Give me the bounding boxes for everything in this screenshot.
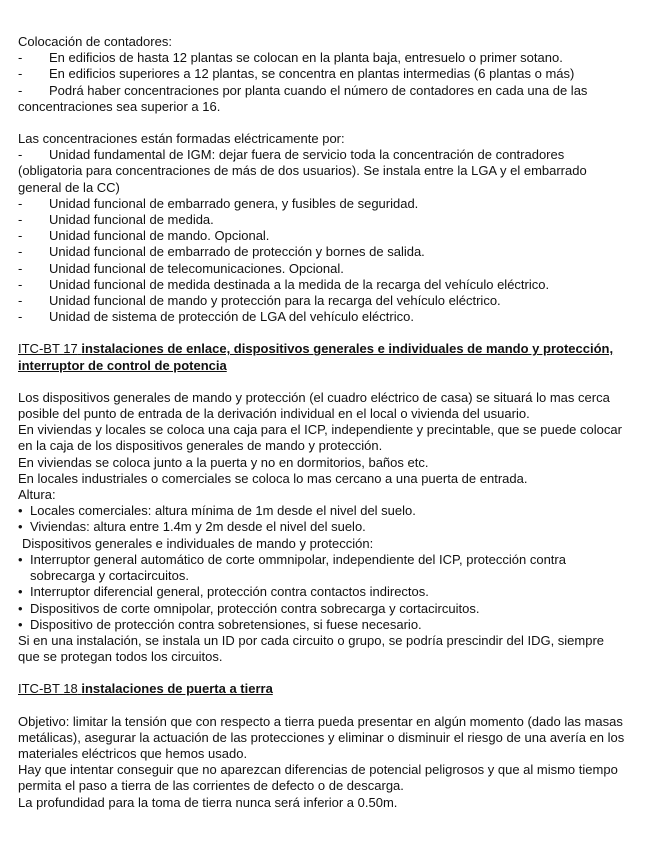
section-heading-itc-bt-17: ITC-BT 17 instalaciones de enlace, dispositivos generales e individuales de mando y protección, interruptor de control de potencia xyxy=(18,341,614,373)
list-item: - Unidad funcional de medida destinada a la medida de la recarga del vehículo eléctrico. xyxy=(18,276,550,292)
bullet-marker: • xyxy=(18,519,23,535)
bullet-marker: • xyxy=(18,503,23,519)
section-title-concentraciones: Las concentraciones están formadas eléctricamente por: xyxy=(18,131,345,147)
list-item: - Unidad funcional de mando. Opcional. xyxy=(18,228,270,244)
dash-marker: - xyxy=(18,50,23,66)
bullet-item: • Interruptor diferencial general, protección contra contactos indirectos. xyxy=(18,584,429,600)
list-item: - Unidad funcional de embarrado genera, y fusibles de seguridad. xyxy=(18,195,419,211)
bullet-item: • Interruptor general automático de corte ommnipolar, independiente del ICP, protección contra sobrecarga y cortacircuitos. xyxy=(18,551,566,584)
dash-marker: - xyxy=(18,147,23,163)
paragraph: Si en una instalación, se instala un ID por cada circuito o grupo, se podría prescindir del IDG, siempre que se protegan todos los circuitos. xyxy=(18,632,605,665)
list-item: - Unidad funcional de embarrado de protección y bornes de salida. xyxy=(18,244,425,260)
list-item: - Unidad funcional de mando y protección para la recarga del vehículo eléctrico. xyxy=(18,293,501,309)
bullet-item: • Locales comerciales: altura mínima de 1m desde el nivel del suelo. xyxy=(18,503,416,519)
list-item: - En edificios superiores a 12 plantas, se concentra en plantas intermedias (6 plantas o más) xyxy=(18,66,575,82)
dash-marker: - xyxy=(18,66,23,82)
section-heading-itc-bt-18: ITC-BT 18 instalaciones de puerta a tierra xyxy=(18,681,273,697)
paragraph: En viviendas se coloca junto a la puerta y no en dormitorios, baños etc. xyxy=(18,454,429,470)
altura-label: Altura: xyxy=(18,487,56,503)
list-item: - Unidad funcional de telecomunicaciones. Opcional. xyxy=(18,260,344,276)
section-title-contadores: Colocación de contadores: xyxy=(18,34,172,49)
paragraph: En locales industriales o comerciales se coloca lo mas cercano a una puerta de entrada. xyxy=(18,470,528,486)
paragraph: En viviendas y locales se coloca una caja para el ICP, independiente y precintable, que se puede colocar en la caja de los dispositivos generales de mando y protección. xyxy=(18,422,622,454)
list-item-wrapped: - Unidad fundamental de IGM: dejar fuera de servicio toda la concentración de contradores (obligatoria para concentraciones de más de dos usuarios). Se instala entre la LGA y el embarrado general de la CC) xyxy=(18,147,587,195)
paragraph: La profundidad para la toma de tierra nunca será inferior a 0.50m. xyxy=(18,794,398,810)
list-item: - Unidad funcional de medida. xyxy=(18,212,214,228)
bullet-item: • Viviendas: altura entre 1.4m y 2m desde el nivel del suelo. xyxy=(18,519,366,535)
bullet-item: • Dispositivos de corte omnipolar, protección contra sobrecarga y cortacircuitos. xyxy=(18,600,480,616)
list-item: - En edificios de hasta 12 plantas se colocan en la planta baja, entresuelo o primer sotano. xyxy=(18,50,563,66)
dispositivos-title: Dispositivos generales e individuales de mando y protección: xyxy=(22,535,374,551)
list-item-wrapped: - Podrá haber concentraciones por planta cuando el número de contadores en cada una de las concentraciones sea superior a 16. xyxy=(18,82,588,114)
list-item: - Unidad de sistema de protección de LGA del vehículo eléctrico. xyxy=(18,309,414,325)
dash-marker: - xyxy=(18,82,23,98)
paragraph: Objetivo: limitar la tensión que con respecto a tierra pueda presentar en algún momento (dado las masas metálicas), asegurar la actuación de las protecciones y eliminar o disminuir el riesgo de una avería en los materiales eléctricos que hemos usado. xyxy=(18,713,625,761)
paragraph: Los dispositivos generales de mando y protección (el cuadro eléctrico de casa) se situará lo mas cerca posible del punto de entrada de la derivación individual en el local o vivienda del usuario. xyxy=(18,389,610,422)
paragraph: Hay que intentar conseguir que no aparezcan diferencias de potencial peligrosos y que al mismo tiempo permita el paso a tierra de las corrientes de defecto o de descarga. xyxy=(18,762,618,794)
bullet-item: • Dispositivo de protección contra sobretensiones, si fuese necesario. xyxy=(18,616,422,632)
